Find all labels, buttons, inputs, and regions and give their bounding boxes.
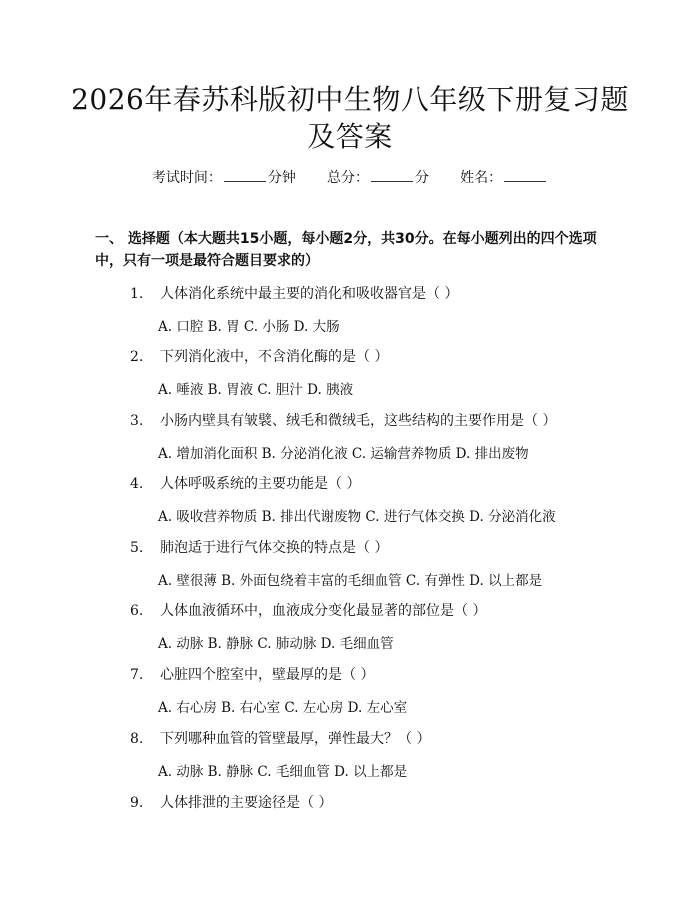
question-4: 4. 人体呼吸系统的主要功能是（ ） bbox=[130, 476, 361, 492]
question-5: 5. 肺泡适于进行气体交换的特点是（ ） bbox=[130, 540, 389, 556]
score-label: 总分： bbox=[327, 170, 369, 186]
question-4-options: A. 吸收营养物质 B. 排出代谢废物 C. 进行气体交换 D. 分泌消化液 bbox=[158, 509, 556, 525]
question-7-options: A. 右心房 B. 右心室 C. 左心房 D. 左心室 bbox=[158, 700, 408, 716]
score-unit: 分 bbox=[415, 170, 429, 186]
page-title-line2: 及答案 bbox=[307, 120, 393, 153]
question-5-options: A. 壁很薄 B. 外面包绕着丰富的毛细血管 C. 有弹性 D. 以上都是 bbox=[158, 573, 543, 589]
page-title-line1: 2026年春苏科版初中生物八年级下册复习题 bbox=[71, 83, 629, 116]
question-2: 2. 下列消化液中，不含消化酶的是（ ） bbox=[130, 349, 389, 365]
question-6: 6. 人体血液循环中，血液成分变化最显著的部位是（ ） bbox=[130, 603, 487, 619]
question-3: 3. 小肠内壁具有皱襞、绒毛和微绒毛，这些结构的主要作用是（ ） bbox=[130, 413, 557, 429]
question-2-options: A. 唾液 B. 胃液 C. 胆汁 D. 胰液 bbox=[158, 382, 354, 398]
question-9: 9. 人体排泄的主要途径是（ ） bbox=[130, 795, 333, 811]
time-unit: 分钟 bbox=[267, 170, 296, 186]
section-heading: 一、 选择题（本大题共15小题，每小题2分，共30分。在每小题列出的四个选项中，只有一项是最符合题目要求的） bbox=[95, 231, 597, 269]
time-blank bbox=[224, 169, 266, 182]
question-7: 7. 心脏四个腔室中，壁最厚的是（ ） bbox=[130, 667, 375, 683]
question-8-options: A. 动脉 B. 静脉 C. 毛细血管 D. 以上都是 bbox=[158, 764, 408, 780]
question-6-options: A. 动脉 B. 静脉 C. 肺动脉 D. 毛细血管 bbox=[158, 636, 394, 652]
name-label: 姓名： bbox=[460, 170, 503, 186]
question-1: 1. 人体消化系统中最主要的消化和吸收器官是（ ） bbox=[130, 286, 459, 302]
exam-meta bbox=[0, 167, 700, 187]
name-blank bbox=[504, 169, 546, 182]
score-blank bbox=[371, 169, 413, 182]
question-8: 8. 下列哪种血管的管壁最厚，弹性最大？（ ） bbox=[130, 731, 431, 747]
question-3-options: A. 增加消化面积 B. 分泌消化液 C. 运输营养物质 D. 排出废物 bbox=[158, 446, 529, 462]
question-1-options: A. 口腔 B. 胃 C. 小肠 D. 大肠 bbox=[158, 319, 340, 335]
time-label: 考试时间： bbox=[151, 170, 222, 186]
